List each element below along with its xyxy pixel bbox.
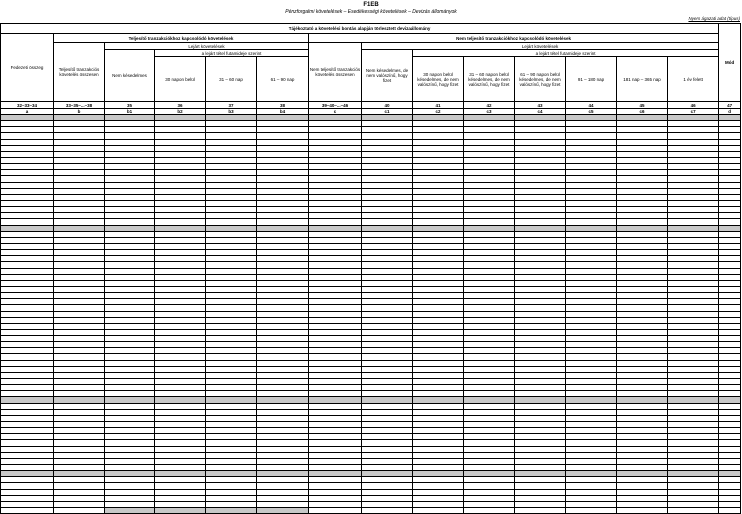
code-cell: 38	[257, 102, 309, 109]
col-b3: 31 – 60 nap	[206, 57, 257, 102]
table-cell	[413, 508, 464, 514]
form-code: F1EB	[363, 2, 379, 8]
code-cell: 32–33–34	[1, 102, 54, 109]
table-cell	[257, 508, 309, 514]
table-row	[1, 508, 741, 514]
table-cell	[515, 508, 566, 514]
letter-cell: c5	[566, 109, 617, 115]
letter-cell: c3	[464, 109, 515, 115]
col-mod: Mód	[719, 24, 741, 102]
table-cell	[309, 508, 362, 514]
unit-note: Nyers ágazati adat (típus)	[688, 16, 740, 21]
letter-cell: c2	[413, 109, 464, 115]
table-cell	[719, 508, 741, 514]
form-subtitle: Pénzforgalmi követelések – Esedékességi követelések – Devizás állományok	[285, 9, 457, 15]
letter-cell: c7	[668, 109, 719, 115]
sub-lejart-a: Lejárt követelések	[105, 43, 309, 50]
letter-cell: b4	[257, 109, 309, 115]
code-cell: 39–40–...–46	[309, 102, 362, 109]
code-row	[1, 102, 741, 109]
col-fedezeti-osszeg: Fedezeti összeg	[1, 34, 54, 102]
table-cell	[617, 508, 668, 514]
table-cell	[668, 508, 719, 514]
sub2-a: a lejárt tétel futamideje szerint	[155, 50, 309, 57]
code-cell: 37	[206, 102, 257, 109]
table-cell	[1, 508, 54, 514]
code-cell: 46	[668, 102, 719, 109]
code-cell: 44	[566, 102, 617, 109]
letter-cell: b	[54, 109, 105, 115]
col-c4: 61 – 90 napon belül késedelmes, de nem valószínű, hogy fizet	[515, 57, 566, 102]
sub2-b: a lejárt tétel futamideje szerint	[413, 50, 719, 57]
group-nem-teljesito: Nem teljesítő tranzakciókhoz kapcsolódó követelések	[309, 34, 719, 43]
letter-cell: c6	[617, 109, 668, 115]
code-cell: 33–35–...–38	[54, 102, 105, 109]
code-cell: 45	[617, 102, 668, 109]
letter-cell: c4	[515, 109, 566, 115]
col-c7: 1 év felett	[668, 57, 719, 102]
code-cell: 35	[105, 102, 155, 109]
letter-cell: d	[719, 109, 741, 115]
code-cell: 41	[413, 102, 464, 109]
code-cell: 43	[515, 102, 566, 109]
table-cell	[566, 508, 617, 514]
col-c3: 31 – 60 napon belül késedelmes, de nem valószínű, hogy fizet	[464, 57, 515, 102]
table-cell	[155, 508, 206, 514]
col-b4: 61 – 90 nap	[257, 57, 309, 102]
col-b1: Nem késedelmes	[105, 50, 155, 102]
letter-cell: c	[309, 109, 362, 115]
col-c: Nem teljesítő tranzakciós követelés összesen	[309, 43, 362, 102]
table-cell	[105, 508, 155, 514]
sub-lejart-b: Lejárt követelések	[362, 43, 719, 50]
code-cell: 47	[719, 102, 741, 109]
letter-cell: c1	[362, 109, 413, 115]
letter-cell: b1	[105, 109, 155, 115]
table-cell	[464, 508, 515, 514]
col-c1: Nem késedelmes, de nem valószínű, hogy fizet	[362, 50, 413, 102]
col-c6: 181 nap – 365 nap	[617, 57, 668, 102]
top-header: Tájékoztató a követelési bontás alapján törlesztett devizaállomány	[1, 24, 719, 34]
report-table	[0, 23, 741, 514]
code-cell: 42	[464, 102, 515, 109]
letter-cell: b3	[206, 109, 257, 115]
code-cell: 36	[155, 102, 206, 109]
col-c5: 91 – 180 nap	[566, 57, 617, 102]
code-cell: 40	[362, 102, 413, 109]
col-b2: 30 napon belül	[155, 57, 206, 102]
col-b: Teljesítő tranzakciós követelés összesen	[54, 43, 105, 102]
group-teljesito: Teljesítő tranzakciókhoz kapcsolódó követelések	[54, 34, 309, 43]
col-c2: 30 napon belül késedelmes, de nem valószínű, hogy fizet	[413, 57, 464, 102]
table-cell	[206, 508, 257, 514]
letter-cell: a	[1, 109, 54, 115]
letter-cell: b2	[155, 109, 206, 115]
table-cell	[362, 508, 413, 514]
table-cell	[54, 508, 105, 514]
